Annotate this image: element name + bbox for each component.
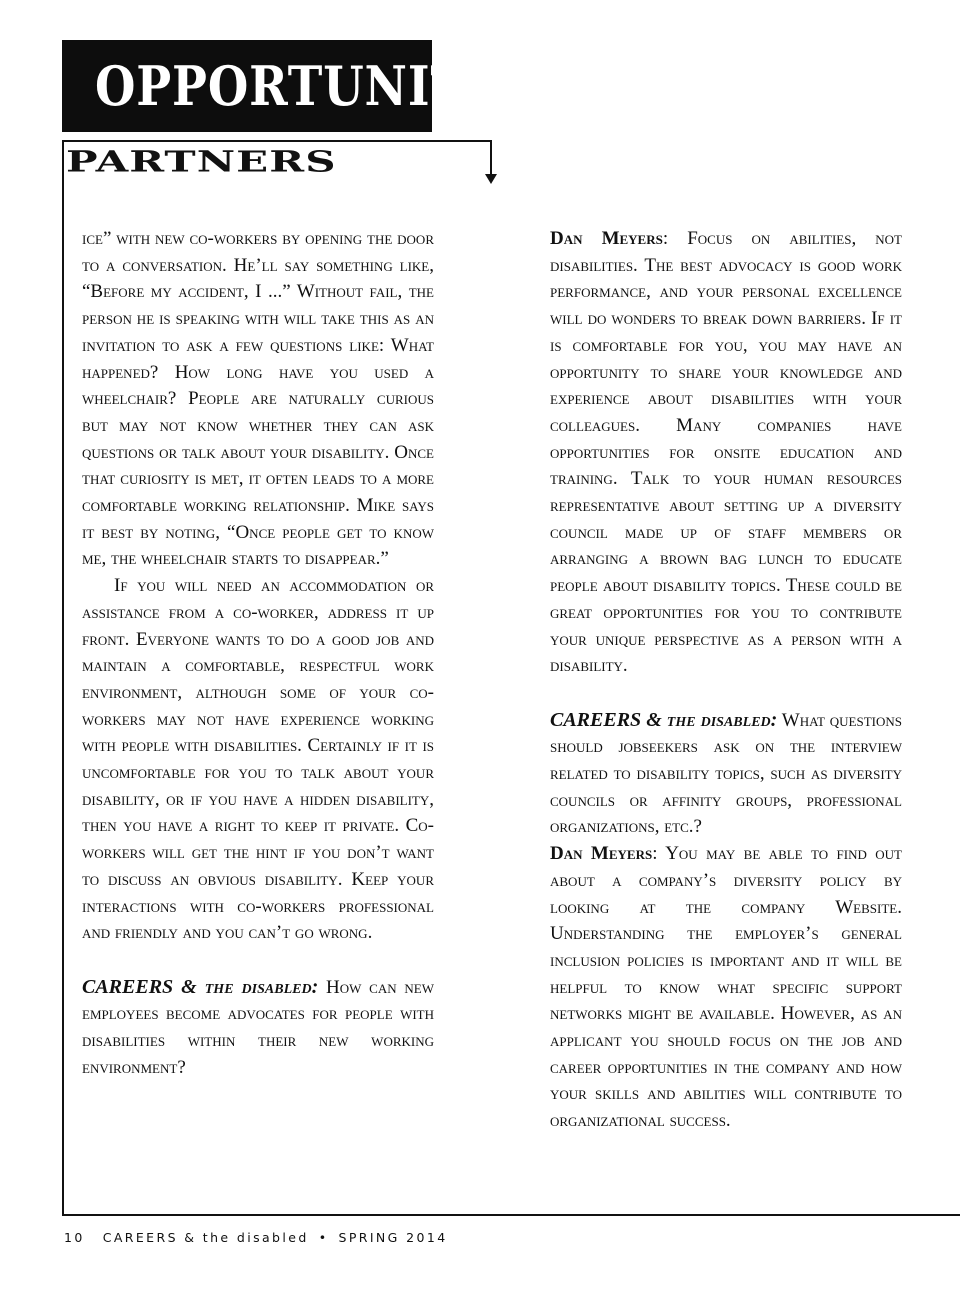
section-title: OPPORTUNITY: [62, 40, 432, 132]
left-column: [82, 226, 434, 1081]
question-text: How can new employees become advocates for people with disabilities within their new working environment?: [82, 976, 434, 1078]
issue-date: SPRING 2014: [338, 1230, 448, 1245]
question-label: CAREERS & the disabled:: [550, 708, 778, 731]
speaker-name: Dan Meyers: [550, 228, 663, 249]
body-paragraph: If you will need an accommodation or assistance from a co-worker, address it up front. Everyone wants to do a good job and maintain a comfortable, respectful work environment, although some of your co-workers may not have experience working with people with disabilities. Certainly if it is uncomfortable for you to talk about your disability, or if you have a hidden disability, then you have a right to keep it private. Co-workers will get the hint if you don’t want to discuss an obvious disability. Keep your interactions with co-workers professional and friendly and you can’t go wrong.: [82, 575, 434, 944]
right-column: [550, 226, 902, 1135]
page-footer: [64, 1230, 764, 1245]
section-subtitle: PARTNERS: [66, 144, 337, 179]
page-number: 10: [64, 1230, 85, 1245]
answer-text: : Focus on abilities, not disabilities. The best advocacy is good work performance, and your personal excellence will do wonders to break down barriers. If it is comfortable for you, you may have an opportunity to share your knowledge and experience about disabilities with your colleagues. Many companies have opportunities for onsite education and training. Talk to your human resources representative about setting up a diversity council made up of staff members or arranging a brown bag lunch to educate people about disability topics. These could be great opportunities for you to contribute your unique perspective as a person with a disability.: [550, 228, 903, 677]
answer-paragraph: [550, 841, 902, 1135]
answer-text: : You may be able to find out about a company’s diversity policy by looking at the company Website. Understanding the employer’s general inclusion policies is important and it will be helpful to know what specific support networks might be available. However, as an applicant you should focus on the job and career opportunities in the company and how your skills and abilities will contribute to organizational success.: [550, 843, 903, 1132]
question-text: What questions should jobseekers ask on the interview related to disability topics, such as diversity councils or affinity groups, professional organizations, etc.?: [550, 709, 902, 838]
interview-question: [82, 974, 434, 1082]
answer-paragraph: [550, 226, 902, 680]
interview-question: [550, 707, 902, 842]
body-paragraph: ice” with new co-workers by opening the door to a conversation. He’ll say something like, “Before my accident, I ...” Without fail, the person he is speaking with will take this as an invitation to ask a few questions like: What happened? How long have you used a wheelchair? People are naturally curious but may not know whether they can ask questions or talk about your disability. Once that curiosity is met, it often leads to a more comfortable working relationship. Mike says it best by noting, “Once people get to know me, the wheelchair starts to disappear.”: [82, 228, 434, 570]
publication-name: CAREERS & the disabled: [102, 1230, 309, 1245]
footer-separator: •: [318, 1230, 329, 1245]
left-rule: [62, 140, 64, 1216]
speaker-name: Dan Meyers: [550, 843, 653, 865]
bottom-rule: [62, 1214, 960, 1216]
rule-drop-line: [490, 140, 492, 178]
arrow-down-icon: [485, 174, 497, 184]
question-label: CAREERS & the disabled:: [82, 975, 319, 998]
